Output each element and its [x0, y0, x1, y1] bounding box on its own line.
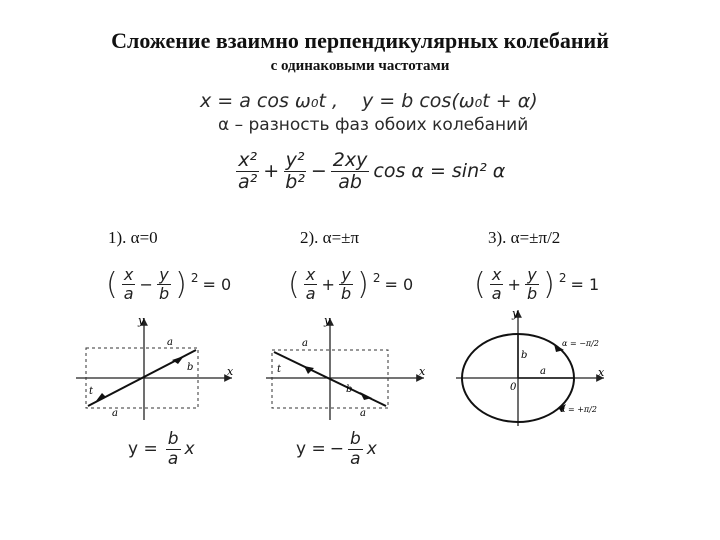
y-label: y: [512, 307, 519, 320]
case-3-condition: ( $\frac{x}{a}$ + $\frac{y}{b}$ ) 2 = 1: [474, 265, 600, 303]
case-3-graph: [452, 306, 612, 430]
alpha-minus-label: α = −π/2: [562, 339, 599, 348]
result-den: a: [350, 448, 361, 469]
case-2-condition: ( $\frac{x}{a}$ + $\frac{y}{b}$ ) 2 = 0: [288, 265, 414, 303]
plus-sign: +: [263, 160, 280, 183]
t-label: t: [89, 386, 94, 397]
frac-den: b²: [285, 170, 305, 193]
b-label: b: [521, 350, 528, 361]
frac-num: x²: [238, 149, 258, 171]
case-2-sign: +: [321, 274, 335, 294]
result-num: b: [349, 429, 361, 449]
b-label: b: [187, 362, 194, 373]
frac-den: a²: [238, 170, 258, 193]
a-label: a: [302, 338, 308, 349]
origin-label: 0: [510, 382, 517, 393]
result-sign: −: [329, 439, 344, 460]
case-1-sign: −: [139, 274, 153, 294]
equation-x: x = a cos ω₀t ,: [200, 90, 338, 112]
frac-num: 2xy: [332, 149, 368, 171]
y-label: y: [138, 314, 145, 327]
result-var: x: [366, 439, 377, 460]
case-1-rhs: = 0: [202, 274, 232, 294]
case-2-rhs: = 0: [384, 274, 414, 294]
y-label: y: [324, 314, 331, 327]
case-2-result: [296, 430, 377, 468]
direction-arrow: [172, 356, 184, 364]
minus-sign: −: [310, 160, 327, 183]
result-prefix: y =: [296, 439, 326, 460]
a-label: a: [167, 337, 173, 348]
case-1-condition: ( $\frac{x}{a}$ − $\frac{y}{b}$ ) 2 = 0: [106, 265, 232, 303]
alpha-note: α – разность фаз обоих колебаний: [218, 115, 529, 135]
a-label-lower: a: [360, 408, 366, 419]
frac-num: y²: [285, 149, 305, 171]
a-label-lower: a: [112, 408, 118, 419]
equation-tail: cos α = sin² α: [373, 160, 506, 183]
x-label: x: [598, 366, 605, 379]
b-label: b: [346, 384, 353, 395]
result-num: b: [167, 429, 179, 449]
equation-y: y = b cos(ω₀t + α): [362, 90, 538, 112]
case-2-graph: [262, 312, 432, 422]
slide-title: Сложение взаимно перпендикулярных колебаний: [111, 28, 609, 53]
result-den: a: [167, 448, 179, 469]
case-3-label: 3). α=±π/2: [488, 228, 561, 247]
case-1-graph: [72, 312, 242, 422]
case-3-rhs: = 1: [570, 274, 600, 294]
frac-den: ab: [338, 170, 362, 193]
case-3-sign: +: [507, 274, 521, 294]
alpha-plus-label: α = +π/2: [560, 405, 597, 414]
case-2-label: 2). α=±π: [300, 228, 360, 247]
case-1-result: [128, 430, 195, 468]
result-var: x: [184, 439, 195, 460]
x-label: x: [227, 365, 234, 378]
x-label: x: [419, 365, 426, 378]
t-label: t: [277, 364, 282, 375]
result-prefix: y =: [128, 439, 158, 460]
a-label: a: [540, 366, 546, 377]
slide-subtitle: с одинаковыми частотами: [270, 58, 450, 74]
case-1-label: 1). α=0: [108, 228, 158, 247]
trajectory-equation: [236, 150, 505, 193]
